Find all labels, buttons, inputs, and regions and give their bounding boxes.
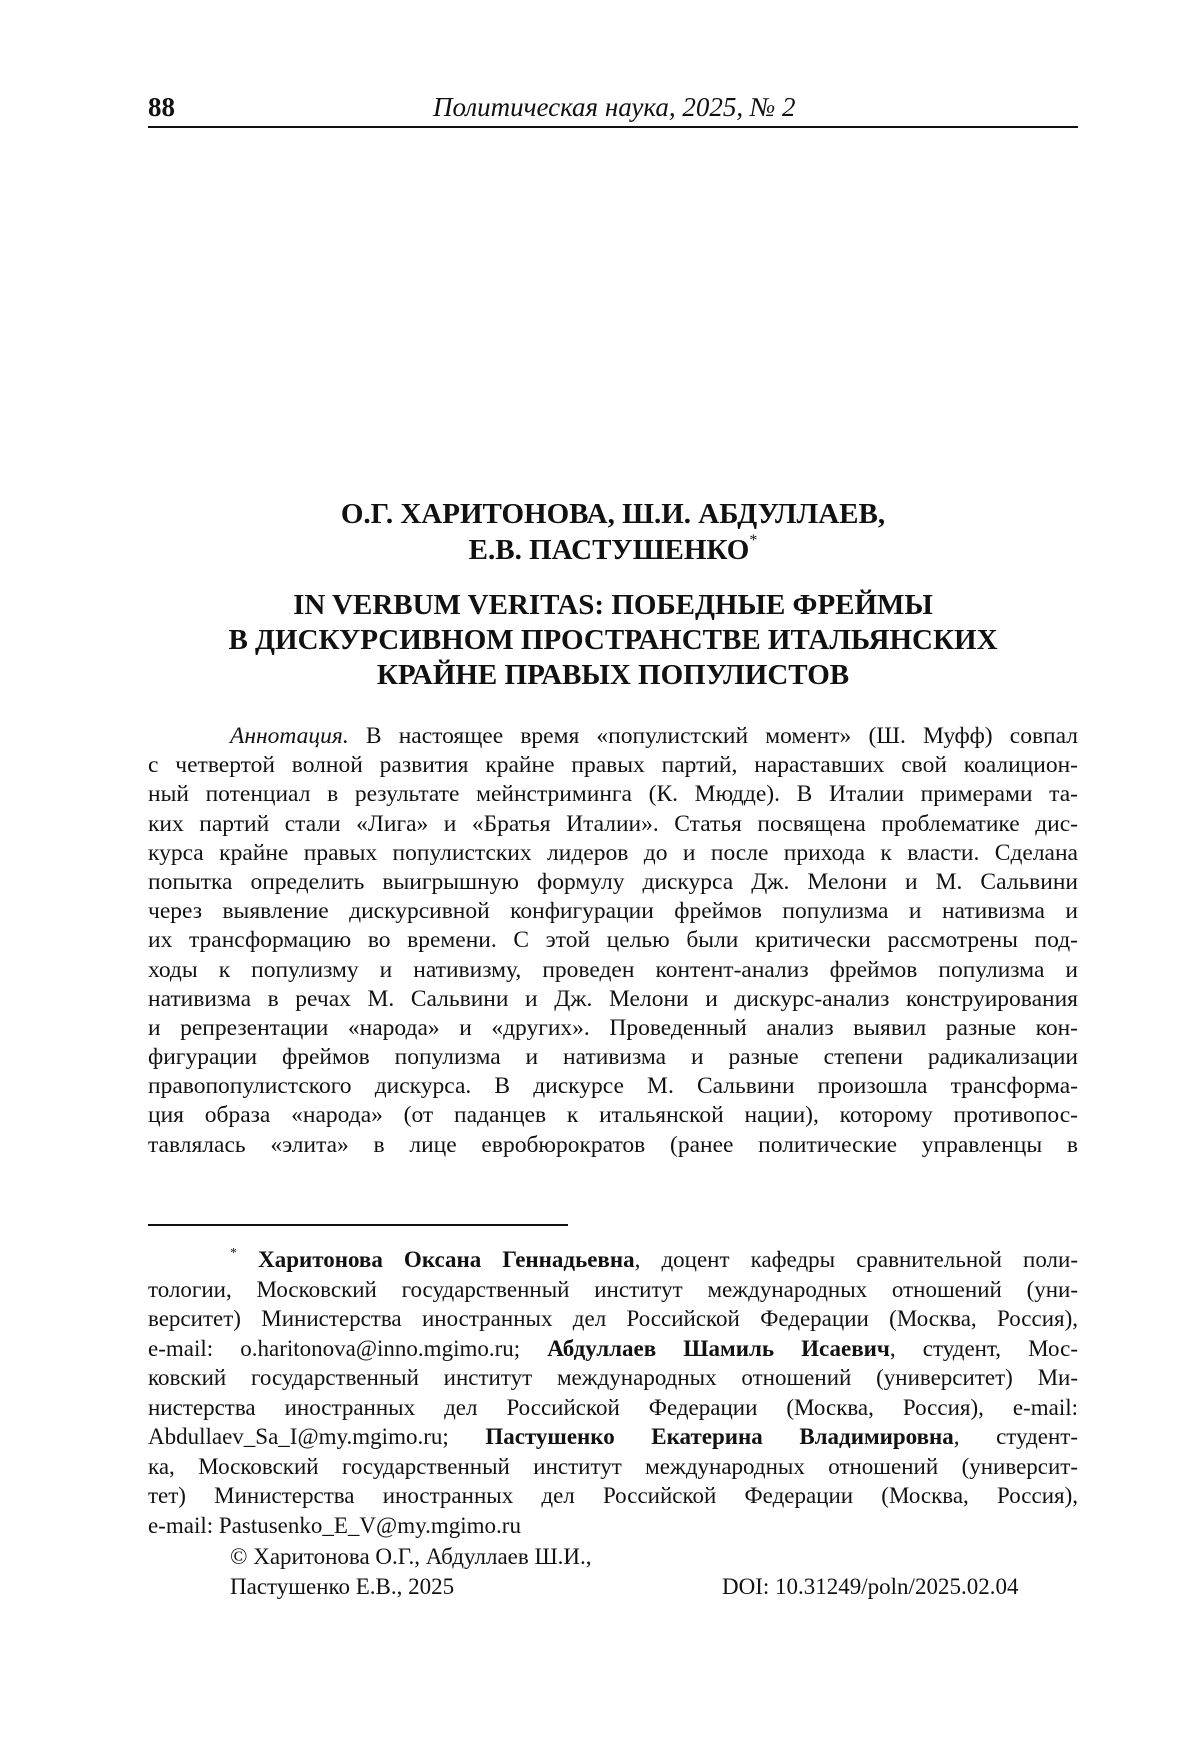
- footnote-marker: *: [230, 1246, 237, 1261]
- abstract-line: [148, 722, 1078, 751]
- running-header: [148, 88, 1078, 128]
- page-number: 88: [148, 92, 175, 123]
- abstract-line: ный потенциал в результате мейнстриминга (К. Мюдде). В Италии примерами та-: [148, 780, 1078, 809]
- footnote-line: верситет) Министерства иностранных дел Российской Федерации (Москва, Россия),: [148, 1304, 1078, 1334]
- abstract-line: через выявление дискурсивной конфигурации фреймов популизма и нативизма и: [148, 897, 1078, 926]
- abstract-line: правопопулистского дискурса. В дискурсе М. Сальвини произошла трансформа-: [148, 1072, 1078, 1101]
- author-2-email[interactable]: Abdullaev_Sa_I@my.mgimo.ru;: [148, 1424, 485, 1449]
- author-2-name: Абдуллаев Шамиль Исаевич: [547, 1336, 890, 1361]
- title-line-3: КРАЙНЕ ПРАВЫХ ПОПУЛИСТОВ: [148, 658, 1078, 693]
- abstract-line: ких партий стали «Лига» и «Братья Италии». Статья посвящена проблематике дис-: [148, 810, 1078, 839]
- authors-line-2: [148, 532, 1078, 568]
- title-line-2: В ДИСКУРСИВНОМ ПРОСТРАНСТВЕ ИТАЛЬЯНСКИХ: [148, 623, 1078, 658]
- abstract-label: Аннотация.: [230, 723, 349, 749]
- article-page: [148, 0, 1078, 1737]
- footnote-line: ка, Московский государственный институт международных отношений (университ-: [148, 1452, 1078, 1482]
- footnote-line: тологии, Московский государственный институт международных отношений (уни-: [148, 1275, 1078, 1305]
- copyright-notice: [230, 1542, 592, 1602]
- abstract-line: и репрезентации «народа» и «других». Проведенный анализ выявил разные кон-: [148, 1014, 1078, 1043]
- journal-name: Политическая наука, 2025, № 2: [433, 92, 796, 123]
- abstract-line: с четвертой волной развития крайне правых партий, нараставших свой коалицион-: [148, 751, 1078, 780]
- footnote-line: [148, 1334, 1078, 1364]
- title-line-1: IN VERBUM VERITAS: ПОБЕДНЫЕ ФРЕЙМЫ: [148, 588, 1078, 623]
- footnote-text: , студент-: [954, 1424, 1078, 1449]
- author-footnote: [148, 1245, 1078, 1540]
- footnote-line: нистерства иностранных дел Российской Федерации (Москва, Россия), e-mail:: [148, 1393, 1078, 1423]
- footnote-line: [148, 1422, 1078, 1452]
- author-3-email[interactable]: e-mail: Pastusenko_E_V@my.mgimo.ru: [148, 1511, 1078, 1541]
- article-authors: [148, 496, 1078, 568]
- author-1-name: Харитонова Оксана Геннадьевна: [258, 1247, 635, 1272]
- abstract-line: ходы к популизму и нативизму, проведен контент-анализ фреймов популизма и: [148, 956, 1078, 985]
- author-footnote-marker[interactable]: *: [749, 532, 757, 549]
- authors-line-1: О.Г. ХАРИТОНОВА, Ш.И. АБДУЛЛАЕВ,: [148, 496, 1078, 532]
- copyright-line-2: Пастушенко Е.В., 2025: [230, 1572, 592, 1602]
- abstract: [148, 722, 1078, 1160]
- footnote-text: , студент, Мос-: [890, 1336, 1078, 1361]
- abstract-line: курса крайне правых популистских лидеров до и после прихода к власти. Сделана: [148, 839, 1078, 868]
- doi-identifier[interactable]: DOI: 10.31249/poln/2025.02.04: [722, 1572, 1018, 1602]
- abstract-line: попытка определить выигрышную формулу дискурса Дж. Мелони и М. Сальвини: [148, 868, 1078, 897]
- author-3-name: Пастушенко Екатерина Владимировна: [485, 1424, 953, 1449]
- footnote-line: [148, 1245, 1078, 1275]
- abstract-line: тавлялась «элита» в лице евробюрократов (ранее политические управленцы в: [148, 1131, 1078, 1160]
- footnote-line: тет) Министерства иностранных дел Российской Федерации (Москва, Россия),: [148, 1481, 1078, 1511]
- footnote-divider: [148, 1224, 568, 1226]
- abstract-line: ция образа «народа» (от паданцев к итальянской нации), которому противопос-: [148, 1101, 1078, 1130]
- article-title: [148, 588, 1078, 693]
- abstract-line: их трансформацию во времени. С этой целью были критически рассмотрены под-: [148, 926, 1078, 955]
- footnote-text: , доцент кафедры сравнительной поли-: [635, 1247, 1078, 1272]
- copyright-line-1: © Харитонова О.Г., Абдуллаев Ш.И.,: [230, 1542, 592, 1572]
- abstract-line: нативизма в речах М. Сальвини и Дж. Мелони и дискурс-анализ конструирования: [148, 985, 1078, 1014]
- authors-line-2-text: Е.В. ПАСТУШЕНКО: [469, 534, 750, 566]
- author-1-email[interactable]: e-mail: o.haritonova@inno.mgimo.ru;: [148, 1336, 547, 1361]
- footnote-line: ковский государственный институт международных отношений (университет) Ми-: [148, 1363, 1078, 1393]
- abstract-line-text: В настоящее время «популистский момент» (Ш. Муфф) совпал: [349, 723, 1078, 749]
- abstract-line: фигурации фреймов популизма и нативизма и разные степени радикализации: [148, 1043, 1078, 1072]
